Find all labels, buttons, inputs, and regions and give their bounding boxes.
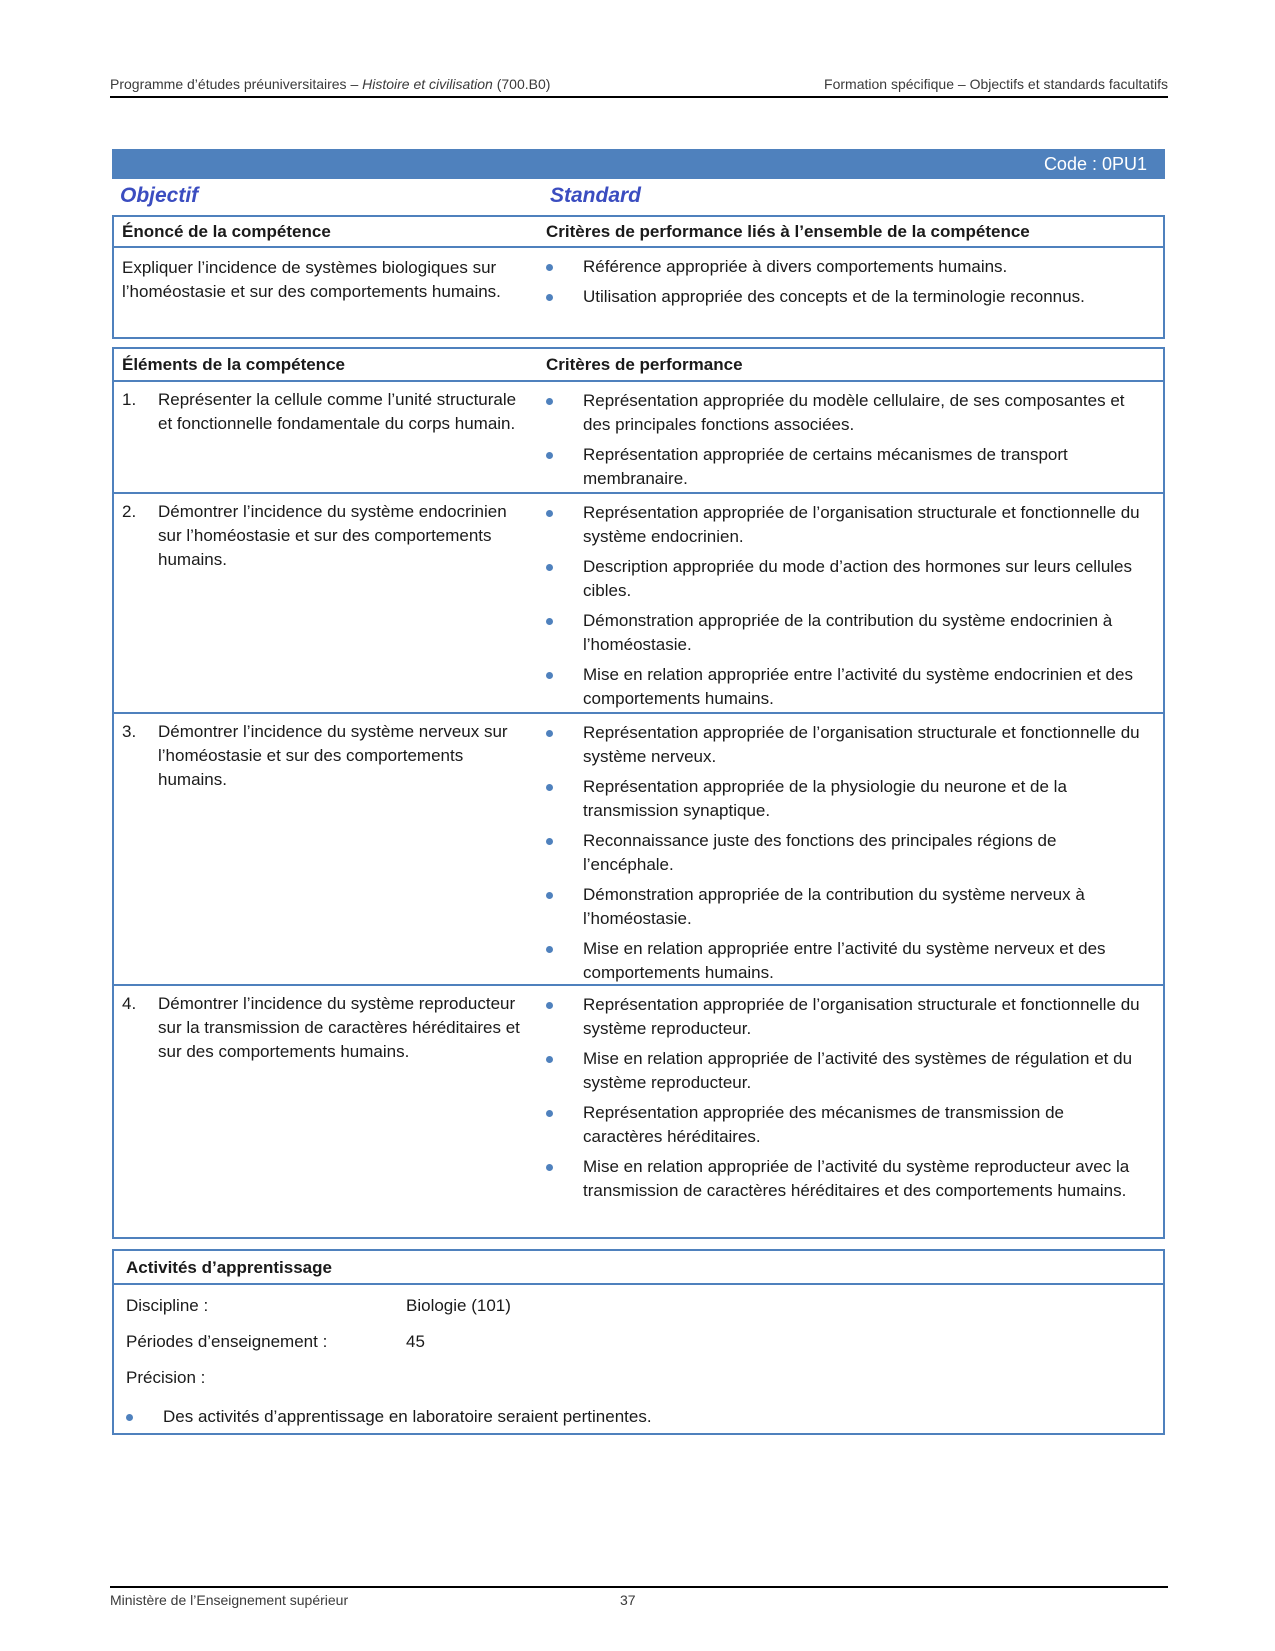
- table-row: [114, 382, 1163, 494]
- competence-statement: Expliquer l’incidence de systèmes biologiques sur l’homéostasie et sur des comportements humains.: [122, 258, 501, 301]
- list-item: Des activités d’apprentissage en laboratoire seraient pertinentes.: [126, 1405, 1126, 1429]
- program-title: Histoire et civilisation: [362, 76, 493, 92]
- list-item: Description appropriée du mode d’action des hormones sur leurs cellules cibles.: [546, 555, 1146, 603]
- list-item: Mise en relation appropriée entre l’activité du système nerveux et des comportements humains.: [546, 937, 1146, 985]
- element-number: 2.: [122, 502, 137, 521]
- list-item: Représentation appropriée de certains mécanismes de transport membranaire.: [546, 443, 1146, 491]
- list-item: Représentation appropriée de l’organisation structurale et fonctionnelle du système endocrinien.: [546, 501, 1146, 549]
- bullet-icon: [546, 1002, 553, 1009]
- bullet-icon: [546, 264, 553, 271]
- running-footer: [110, 1586, 1168, 1608]
- bullet-icon: [546, 564, 553, 571]
- discipline-label: Discipline :: [126, 1296, 209, 1315]
- table-row: [114, 714, 1163, 986]
- table-row: [114, 986, 1163, 1233]
- list-item: Mise en relation appropriée de l’activité des systèmes de régulation et du système reproducteur.: [546, 1047, 1146, 1095]
- list-item: Démonstration appropriée de la contribution du système nerveux à l’homéostasie.: [546, 883, 1146, 931]
- bullet-icon: [546, 784, 553, 791]
- bullet-icon: [546, 946, 553, 953]
- elements-label: Éléments de la compétence: [122, 355, 345, 374]
- bullet-icon: [546, 1110, 553, 1117]
- bullet-icon: [546, 294, 553, 301]
- bullet-icon: [546, 452, 553, 459]
- element-criteria: [546, 993, 1146, 1209]
- bullet-icon: [546, 1056, 553, 1063]
- element-text: 2. Démontrer l’incidence du système endocrinien sur l’homéostasie et sur des comportements humains.: [122, 502, 507, 569]
- list-item: Mise en relation appropriée de l’activité du système reproducteur avec la transmission de caractères héréditaires et des comportements humains.: [546, 1155, 1146, 1203]
- bullet-icon: [546, 838, 553, 845]
- enonce-label: Énoncé de la compétence: [122, 222, 331, 241]
- bullet-icon: [546, 618, 553, 625]
- standard-heading: Standard: [550, 184, 642, 207]
- footer-ministry: Ministère de l’Enseignement supérieur: [110, 1592, 349, 1608]
- element-criteria: [546, 501, 1146, 717]
- bullet-icon: [546, 510, 553, 517]
- objective-standard-row: [120, 184, 1160, 210]
- bullet-icon: [546, 398, 553, 405]
- list-item: Représentation appropriée du modèle cellulaire, de ses composantes et des principales fonctions associées.: [546, 389, 1146, 437]
- bullet-icon: [546, 730, 553, 737]
- list-item: Référence appropriée à divers comportements humains.: [546, 255, 1146, 279]
- list-item: Démonstration appropriée de la contribution du système endocrinien à l’homéostasie.: [546, 609, 1146, 657]
- list-item: Représentation appropriée des mécanismes de transmission de caractères héréditaires.: [546, 1101, 1146, 1149]
- element-text: 3. Démontrer l’incidence du système nerveux sur l’homéostasie et sur des comportements humains.: [122, 722, 508, 789]
- element-criteria: [546, 721, 1146, 991]
- activities-box: [112, 1249, 1165, 1435]
- element-number: 3.: [122, 722, 137, 741]
- element-criteria: [546, 389, 1146, 497]
- periods-value: 45: [406, 1332, 425, 1351]
- list-item: Utilisation appropriée des concepts et de la terminologie reconnus.: [546, 285, 1146, 309]
- bullet-icon: [546, 1164, 553, 1171]
- criteres-ensemble-label: Critères de performance liés à l’ensemble de la compétence: [546, 222, 1030, 241]
- precision-label: Précision :: [126, 1368, 206, 1387]
- list-item: Mise en relation appropriée entre l’activité du système endocrinien et des comportements humains.: [546, 663, 1146, 711]
- elements-table: [112, 347, 1165, 1239]
- element-number: 4.: [122, 994, 137, 1013]
- criteres-label: Critères de performance: [546, 355, 743, 374]
- element-number: 1.: [122, 390, 137, 409]
- competence-box: [112, 215, 1165, 339]
- bullet-icon: [546, 892, 553, 899]
- list-item: Reconnaissance juste des fonctions des principales régions de l’encéphale.: [546, 829, 1146, 877]
- running-header: [110, 76, 1168, 98]
- code-bar: [112, 149, 1165, 179]
- list-item: Représentation appropriée de la physiologie du neurone et de la transmission synaptique.: [546, 775, 1146, 823]
- competence-header: [114, 217, 1163, 248]
- page-number: 37: [620, 1592, 636, 1608]
- header-left: Programme d’études préuniversitaires – Histoire et civilisation (700.B0): [110, 76, 551, 92]
- discipline-value: Biologie (101): [406, 1296, 511, 1315]
- elements-header: [114, 349, 1163, 382]
- list-item: Représentation appropriée de l’organisation structurale et fonctionnelle du système nerveux.: [546, 721, 1146, 769]
- list-item: Représentation appropriée de l’organisation structurale et fonctionnelle du système reproducteur.: [546, 993, 1146, 1041]
- competence-criteria: [546, 255, 1146, 315]
- element-text: 4. Démontrer l’incidence du système reproducteur sur la transmission de caractères héréditaires et sur des comportements humains.: [122, 994, 520, 1061]
- activities-title: Activités d’apprentissage: [114, 1251, 1163, 1285]
- element-text: 1. Représenter la cellule comme l’unité structurale et fonctionnelle fondamentale du corps humain.: [122, 390, 517, 433]
- bullet-icon: [546, 672, 553, 679]
- periods-label: Périodes d’enseignement :: [126, 1332, 328, 1351]
- bullet-icon: [126, 1414, 133, 1421]
- table-row: [114, 494, 1163, 714]
- header-right: Formation spécifique – Objectifs et standards facultatifs: [824, 76, 1168, 92]
- objectif-heading: Objectif: [120, 184, 199, 207]
- competence-code: Code : 0PU1: [1043, 153, 1147, 174]
- activities-notes: [126, 1405, 1126, 1429]
